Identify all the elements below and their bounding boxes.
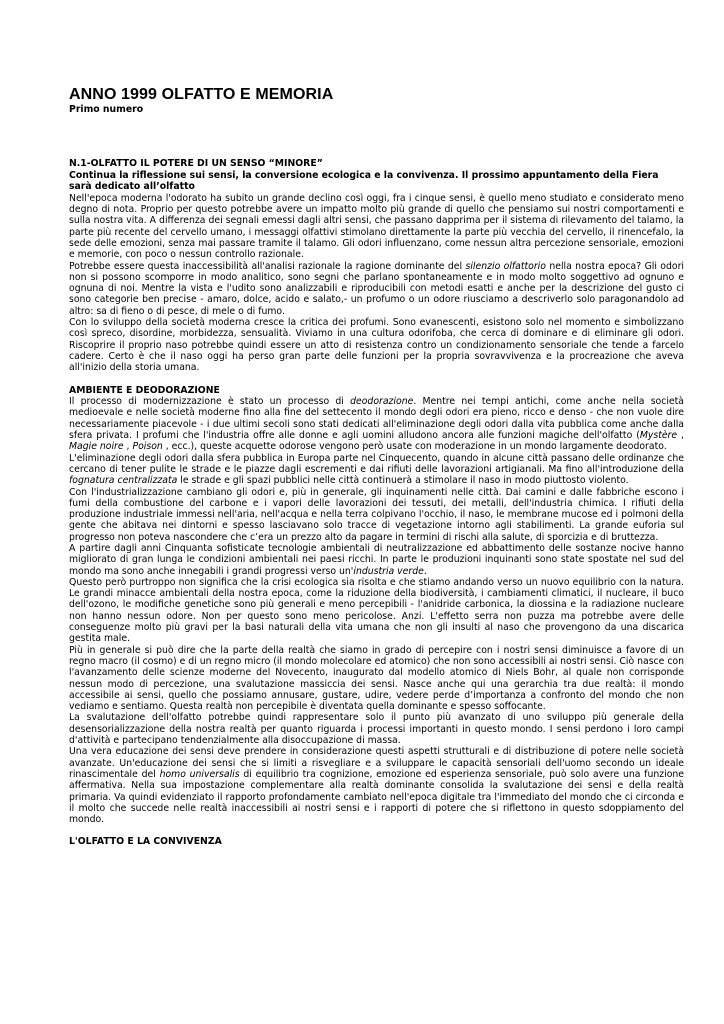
section2-paragraph-5: Questo però purtroppo non significa che la crisi ecologica sia risolta e che stiamo andando verso un nuovo equilibrio con la natura. Le grandi minacce ambientali della nostra epoca, come la riduzione della biodiversità, i cambiamenti climatici, il nucleare, il buco dell'ozono, le modifiche genetiche sono più generali e meno percepibili - l'anidride carbonica, la diossina e la radiazione nucleare non hanno nessun odore. Non per questo sono meno pericolose. Anzi. L'effetto serra non puzza ma potrebbe avere delle conseguenze molto più gravi per la basi naturali della vita umana che non gli insulti al naso che provengono da una discarica gestita male. [69,576,684,645]
section2-paragraph-8: Una vera educazione dei sensi deve prendere in considerazione questi aspetti strutturali e di distribuzione di potere nelle società avanzate. Un'educazione dei sensi che si limiti a risvegliare e a sviluppare le capacità sensoriali dell'uomo secondo un ideale rinascimentale del homo universalis di equilibrio tra cognizione, emozione ed esperienza sensoriale, può solo avere una funzione affermativa. Nella sua impostazione complementare alla realtà dominante consolida la svalutazione dei sensi e della realtà primaria. Va quindi evidenziato il rapporto profondamente cambiato nell'epoca digitale tra l'immediato del mondo che ci circonda e il molto che succede nelle realtà inaccessibili ai nostri sensi e i rapporti di potere che si riflettono in questo sdoppiamento del mondo. [69,746,684,826]
section1-heading: N.1-OLFATTO IL POTERE DI UN SENSO “MINORE” [69,158,323,169]
document-title: ANNO 1999 OLFATTO E MEMORIA [69,86,334,103]
section1-lead: Continua la riflessione sui sensi, la conversione ecologica e la convivenza. Il prossimo appuntamento della Fiera sarà dedicato all’olfatto [69,169,659,193]
section2-heading: AMBIENTE E DEODORAZIONE [69,384,220,396]
section2-paragraph-4: A partire dagli anni Cinquanta sofisticate tecnologie ambientali di neutralizzazione ed abbattimento delle sostanze nocive hanno migliorato di gran lunga le condizioni ambientali nei paesi ricchi. In parte le produzioni inquinanti sono state spostate nel sud del mondo ma sono anche innegabili i grandi progressi verso un'industria verde. [69,542,684,577]
section1-paragraph-3: Con lo sviluppo della società moderna cresce la critica dei profumi. Sono evanescenti, esistono solo nel momento e simbolizzano così spreco, disordine, morbidezza, sensualità. Viviamo in una cultura odorifoba, che cerca di dominare e di eliminare gli odori. Riscoprire il proprio naso potrebbe quindi essere un atto di resistenza contro un condizionamento sensoriale che tende a farcelo cadere. Certo è che il naso oggi ha perso gran parte delle funzioni per la propria sovravvivenza e la procreazione che aveva all'inizio della storia umana. [69,317,684,374]
section1-paragraph-2: Potrebbe essere questa inaccessibilità all'analisi razionale la ragione dominante del silenzio olfattorio nella nostra epoca? Gli odori non si possono scomporre in modo analitico, sono segni che parlano spontaneamente e in modo molto soggettivo ad ognuno e ognuna di noi. Mentre la vista e l'udito sono analizzabili e riproducibili con metodi esatti e anche per la descrizione del gusto ci sono categorie ben precise - amaro, dolce, acido e salato,- un profumo o un odore riusciamo a descriverlo solo paragonandolo ad altro: sa di fieno o di pesce, di mele o di fumo. [69,260,684,317]
section2-paragraph-6: Più in generale si può dire che la parte della realtà che siamo in grado di percepire con i nostri sensi diminuisce a favore di un regno macro (il cosmo) e di un regno micro (il mondo molecolare ed atomico) che non sono accessibili ai nostri sensi. Ciò nasce con l'avanzamento delle scienze moderne del Novecento, inaugurato dal modello atomico di Niels Bohr, al quale non corrisponde nessun modo di percezione, una svalutazione massiccia dei sensi. Nasce anche qui una gerarchia tra due realtà: il mondo accessibile ai sensi, quello che possiamo annusare, gustare, udire, vedere perde d’importanza a confronto del mondo che non vediamo e sentiamo. Questa realtà non percepibile è diventata quella dominante e spesso soffocante. [69,644,685,713]
section2-paragraph-7: La svalutazione dell'olfatto potrebbe quindi rappresentare solo il punto più avanzato di uno sviluppo più generale della desensorializzazione della nostra realtà per quanto riguarda i processi importanti in questo mondo. I sensi perdono i loro campi d'attività e partecipano tendenzialmente alla disoccupazione di massa. [69,712,684,747]
section3-heading: L'OLFATTO E LA CONVIVENZA [69,836,222,848]
section2-paragraph-1: Il processo di modernizzazione è stato un processo di deodorazione. Mentre nei tempi antichi, come anche nella società medioevale e nelle società moderne fino alla fine del settecento il mondo degli odori era pieno, ricco e denso - che non vuole dire necessariamente piacevole - i due ultimi secoli sono stati dedicati all'eliminazione degli odori dalla vita pubblica come anche dalla sfera privata. I profumi che l'industria offre alle donne e agli uomini alludono ancora alle funzioni magiche dell'olfatto (Mystère , Magie noire , Poison , ecc.), queste acquette odorose vengono però usate con moderazione in un mondo largamente deodorato. [69,396,684,453]
section2-paragraph-3: Con l'industrializzazione cambiano gli odori e, più in generale, gli inquinamenti nelle città. Dai camini e dalle fabbriche escono i fumi della combustione del carbone e i vapori delle lavorazioni dei tessuti, dei metalli, dell'industria chimica. I rifiuti della produzione industriale immessi nell'aria, nell'acqua e nella terra colpivano l'occhio, il naso, le membrane mucose ed i polmoni della gente che abitava nei dintorni e spesso lasciavano solo tracce di vegetazione intorno agli stabilimenti. La grande euforia sul progresso non poteva nascondere che c’era un prezzo alto da pagare in termini di rischi alla salute, di sporcizia e di bruttezza. [69,486,684,543]
section2-paragraph-2: L'eliminazione degli odori dalla sfera pubblica in Europa parte nel Cinquecento, quando in alcune città passano delle ordinanze che cercano di tener pulite le strade e le piazze dagli escrementi e dai rifiuti delle lavorazioni artigianali. Ma fino all'introduzione della fognatura centralizzata le strade e gli spazi pubblici nelle città continuerà a stimolare il naso in modo piuttosto violento. [69,452,684,487]
document-page [69,86,684,848]
section1-paragraph-1: Nell'epoca moderna l'odorato ha subito un grande declino così oggi, fra i cinque sensi, è quello meno studiato e considerato meno degno di nota. Proprio per questo potrebbe avere un impatto molto più grande di quello che pensiamo sui nostri comportamenti e sulla nostra vita. A differenza dei segnali emessi dagli altri sensi, che passano dapprima per il sistema di rilevamento del talamo, la parte più recente del cervello umano, i messaggi olfattivi stimolano direttamente la parte più vecchia del cervello, il rinencefalo, la sede delle emozioni, senza mai passare tramite il talamo. Gli odori influenzano, come nessun altra percezione sensoriale, emozioni e memorie, con poco o nessun controllo razionale. [69,192,684,261]
document-subtitle: Primo numero [69,104,144,115]
